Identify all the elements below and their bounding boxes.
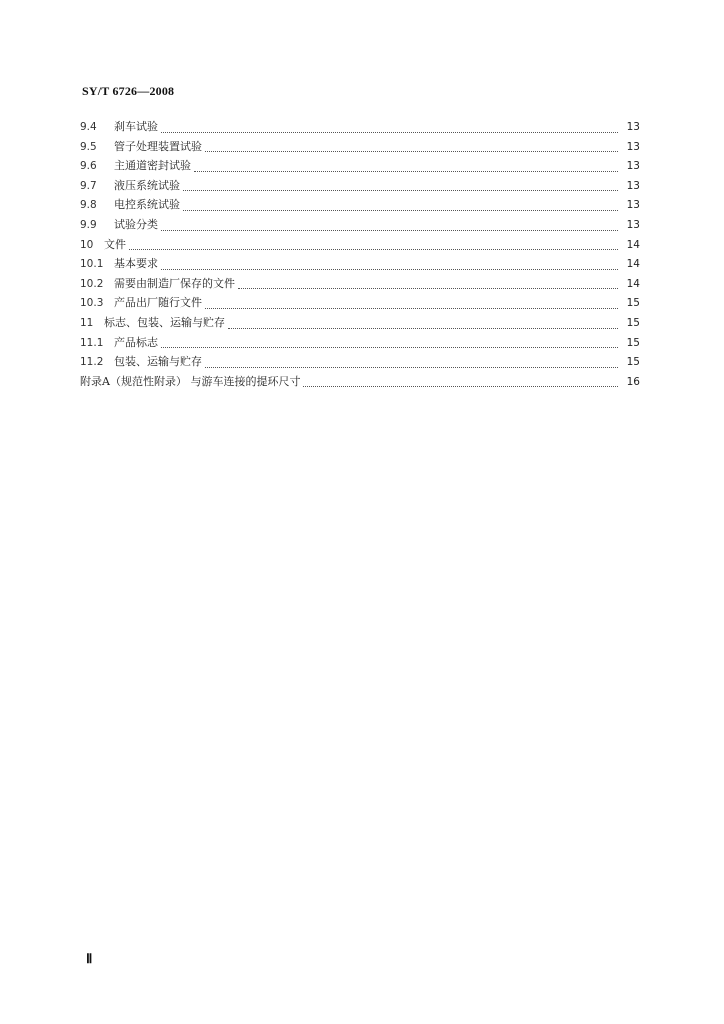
toc-entry[interactable] xyxy=(80,334,640,354)
toc-entry-page: 13 xyxy=(626,179,640,192)
toc-entry-title: 管子处理装置试验 xyxy=(114,139,202,153)
toc-entry-page: 13 xyxy=(626,121,640,133)
toc-entry-page: 16 xyxy=(626,375,640,388)
toc-dot-leader xyxy=(205,367,618,368)
toc-entry-title: 基本要求 xyxy=(114,257,158,271)
toc-entry-title: 液压系统试验 xyxy=(114,178,180,192)
toc-entry-page: 13 xyxy=(626,160,640,173)
toc-entry-number: 10.2 xyxy=(80,277,104,290)
toc-entry[interactable] xyxy=(80,177,640,197)
toc-entry[interactable] xyxy=(80,353,640,373)
toc-dot-leader xyxy=(238,288,618,289)
toc-entry-title: 试验分类 xyxy=(114,217,158,231)
toc-entry-number: 9.9 xyxy=(80,218,97,231)
toc-entry-number: 9.5 xyxy=(80,140,97,153)
toc-entry-number: 10.1 xyxy=(80,258,104,271)
toc-entry[interactable] xyxy=(80,118,640,138)
toc-entry-title: 标志、包装、运输与贮存 xyxy=(104,315,225,329)
toc-entry[interactable] xyxy=(80,216,640,236)
toc-entry[interactable] xyxy=(80,255,640,275)
toc-dot-leader xyxy=(183,190,618,191)
toc-entry-number: 9.7 xyxy=(80,179,97,192)
toc-entry-page: 14 xyxy=(626,238,640,251)
toc-entry-number: 10.3 xyxy=(80,297,104,310)
toc-entry-number: 10 xyxy=(80,238,94,251)
toc-dot-leader xyxy=(161,269,618,270)
toc-dot-leader xyxy=(183,210,618,211)
toc-dot-leader xyxy=(194,171,618,172)
toc-entry-title: 包装、运输与贮存 xyxy=(114,355,202,369)
toc-entry[interactable] xyxy=(80,314,640,334)
toc-entry[interactable] xyxy=(80,196,640,216)
toc-entry-title: 产品标志 xyxy=(114,335,158,349)
toc-entry-number: 9.6 xyxy=(80,160,97,173)
toc-entry-page: 13 xyxy=(626,199,640,212)
toc-entry[interactable] xyxy=(80,138,640,158)
toc-dot-leader xyxy=(303,386,618,387)
toc-dot-leader xyxy=(205,151,618,152)
toc-entry-title: 刹车试验 xyxy=(114,120,158,133)
toc-entry-title: 需要由制造厂保存的文件 xyxy=(114,276,235,290)
toc-dot-leader xyxy=(228,328,618,329)
toc-entry-page: 15 xyxy=(626,336,640,349)
toc-entry-title: 电控系统试验 xyxy=(114,198,180,212)
toc-entry[interactable] xyxy=(80,275,640,295)
toc-entry-number: 11 xyxy=(80,316,94,329)
toc-entry-page: 15 xyxy=(626,356,640,369)
toc-entry[interactable] xyxy=(80,236,640,256)
toc-entry-number: 11.1 xyxy=(80,336,104,349)
toc-dot-leader xyxy=(161,230,618,231)
toc-dot-leader xyxy=(161,347,618,348)
toc-entry-title: 主通道密封试验 xyxy=(114,159,191,173)
toc-entry-title: 文件 xyxy=(104,237,126,251)
toc-entry-title: 附录A（规范性附录） 与游车连接的提环尺寸 xyxy=(80,374,301,388)
toc-entry[interactable] xyxy=(80,294,640,314)
toc-entry[interactable] xyxy=(80,157,640,177)
toc-entry-number: 9.4 xyxy=(80,121,97,133)
page-number-footer: Ⅱ xyxy=(86,951,93,966)
table-of-contents xyxy=(80,118,640,392)
toc-entry-title: 产品出厂随行文件 xyxy=(114,296,202,310)
toc-dot-leader xyxy=(161,132,618,133)
toc-entry-page: 15 xyxy=(626,297,640,310)
toc-entry-page: 14 xyxy=(626,258,640,271)
toc-entry-page: 15 xyxy=(626,316,640,329)
toc-dot-leader xyxy=(205,308,618,309)
toc-entry-number: 9.8 xyxy=(80,199,97,212)
toc-entry-page: 13 xyxy=(626,218,640,231)
toc-dot-leader xyxy=(129,249,618,250)
toc-entry[interactable] xyxy=(80,373,640,393)
toc-entry-page: 13 xyxy=(626,140,640,153)
standard-code-header: SY/T 6726—2008 xyxy=(82,84,175,98)
toc-entry-page: 14 xyxy=(626,277,640,290)
toc-entry-number: 11.2 xyxy=(80,356,104,369)
